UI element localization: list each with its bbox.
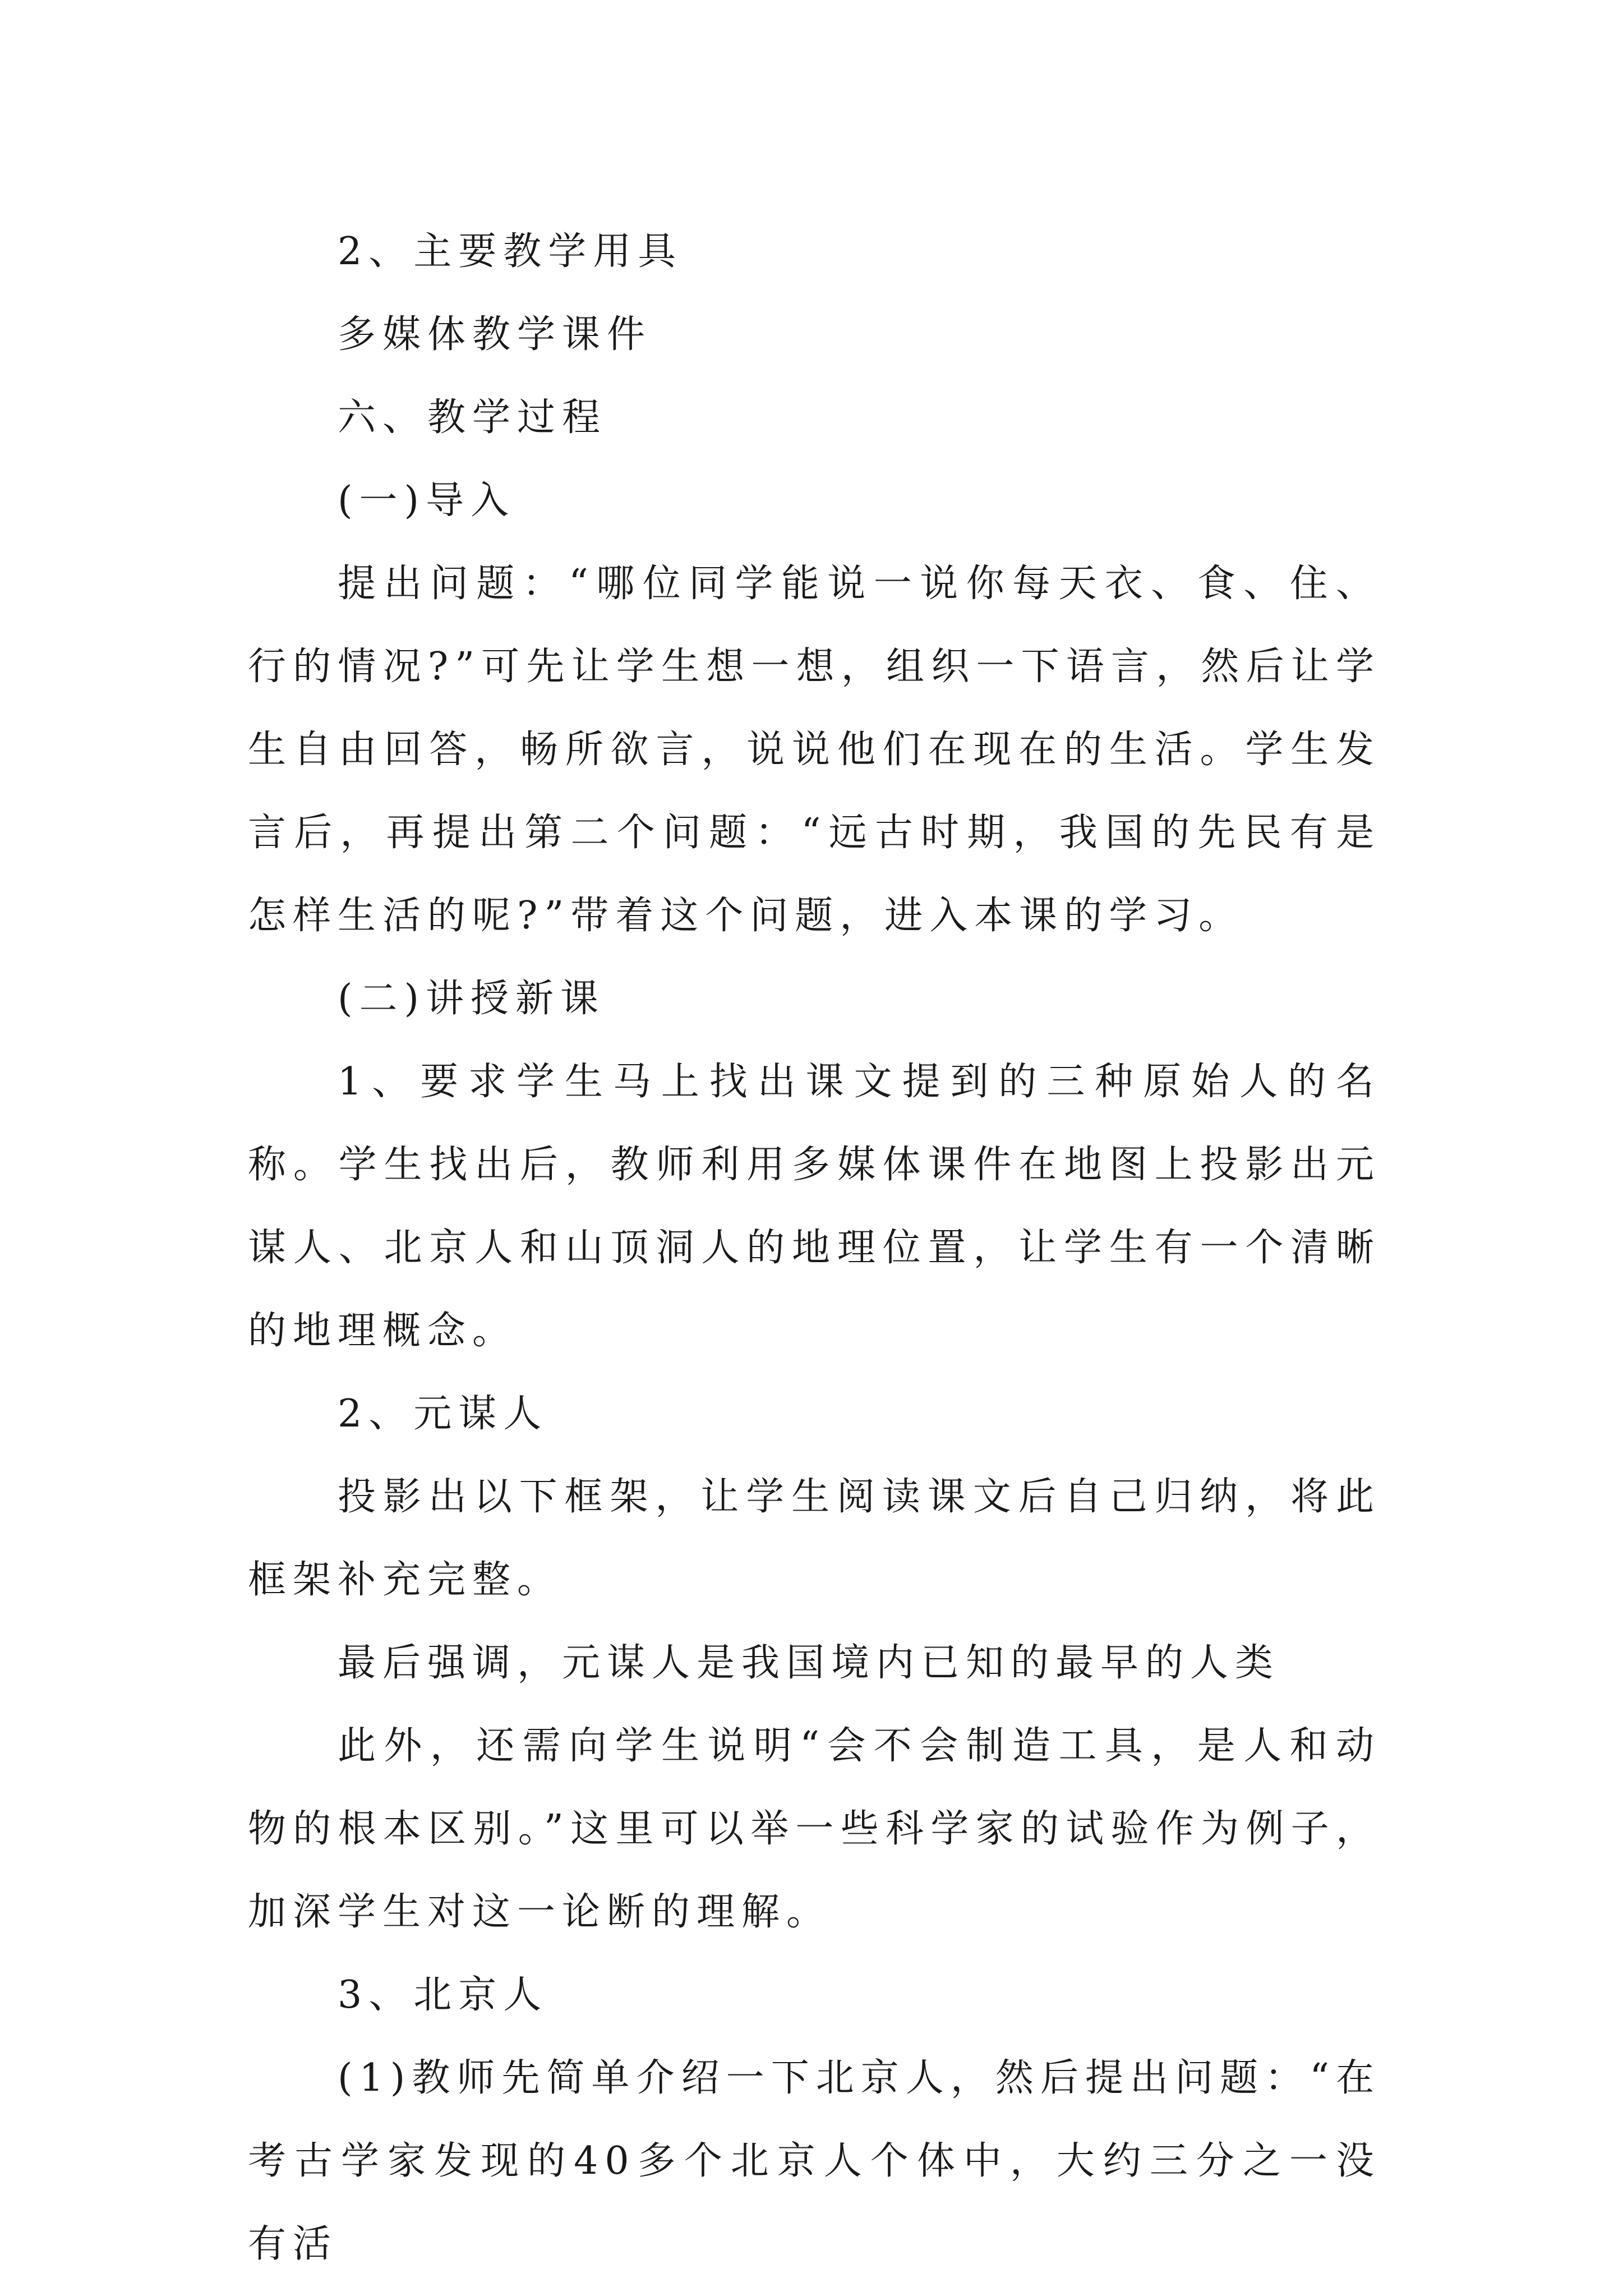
paragraph-project-framework: 投影出以下框架，让学生阅读课文后自己归纳，将此框架补充完整。 [248,1475,1381,1602]
paragraph-teaching-process-heading: 六、教学过程 [338,395,607,440]
paragraph-new-lesson-heading: (二)讲授新课 [338,977,606,1021]
paragraph-emphasize-earliest: 最后强调，元谋人是我国境内已知的最早的人类 [338,1641,1280,1685]
paragraph-teaching-tools-heading: 2、主要教学用具 [338,229,683,274]
paragraph-introduction-question: 提出问题：“哪位同学能说一说你每天衣、食、住、行的情况?”可先让学生想一想，组织一下语言，然后让学生自由回答，畅所欲言，说说他们在现在的生活。学生发言后，再提出第二个问题：“远古时期，我国的先民有是怎样生活的呢?”带着这个问题，进入本课的学习。 [248,562,1381,938]
paragraph-multimedia-courseware: 多媒体教学课件 [338,312,652,357]
paragraph-peking-man-heading: 3、北京人 [338,1973,548,2017]
document-body [248,210,1381,2286]
paragraph-yuanmou-heading: 2、元谋人 [338,1392,548,1436]
paragraph-introduction-heading: (一)导入 [338,478,516,523]
paragraph-tool-making-distinction: 此外，还需向学生说明“会不会制造工具，是人和动物的根本区别。”这里可以举一些科学家的试验作为例子，加深学生对这一论断的理解。 [248,1724,1381,1934]
paragraph-find-primitive-humans: 1、要求学生马上找出课文提到的三种原始人的名称。学生找出后，教师利用多媒体课件在地图上投影出元谋人、北京人和山顶洞人的地理位置，让学生有一个清晰的地理概念。 [248,1060,1381,1353]
paragraph-peking-man-intro: (1)教师先简单介绍一下北京人，然后提出问题：“在考古学家发现的40多个北京人个体中，大约三分之一没有活 [248,2056,1381,2266]
